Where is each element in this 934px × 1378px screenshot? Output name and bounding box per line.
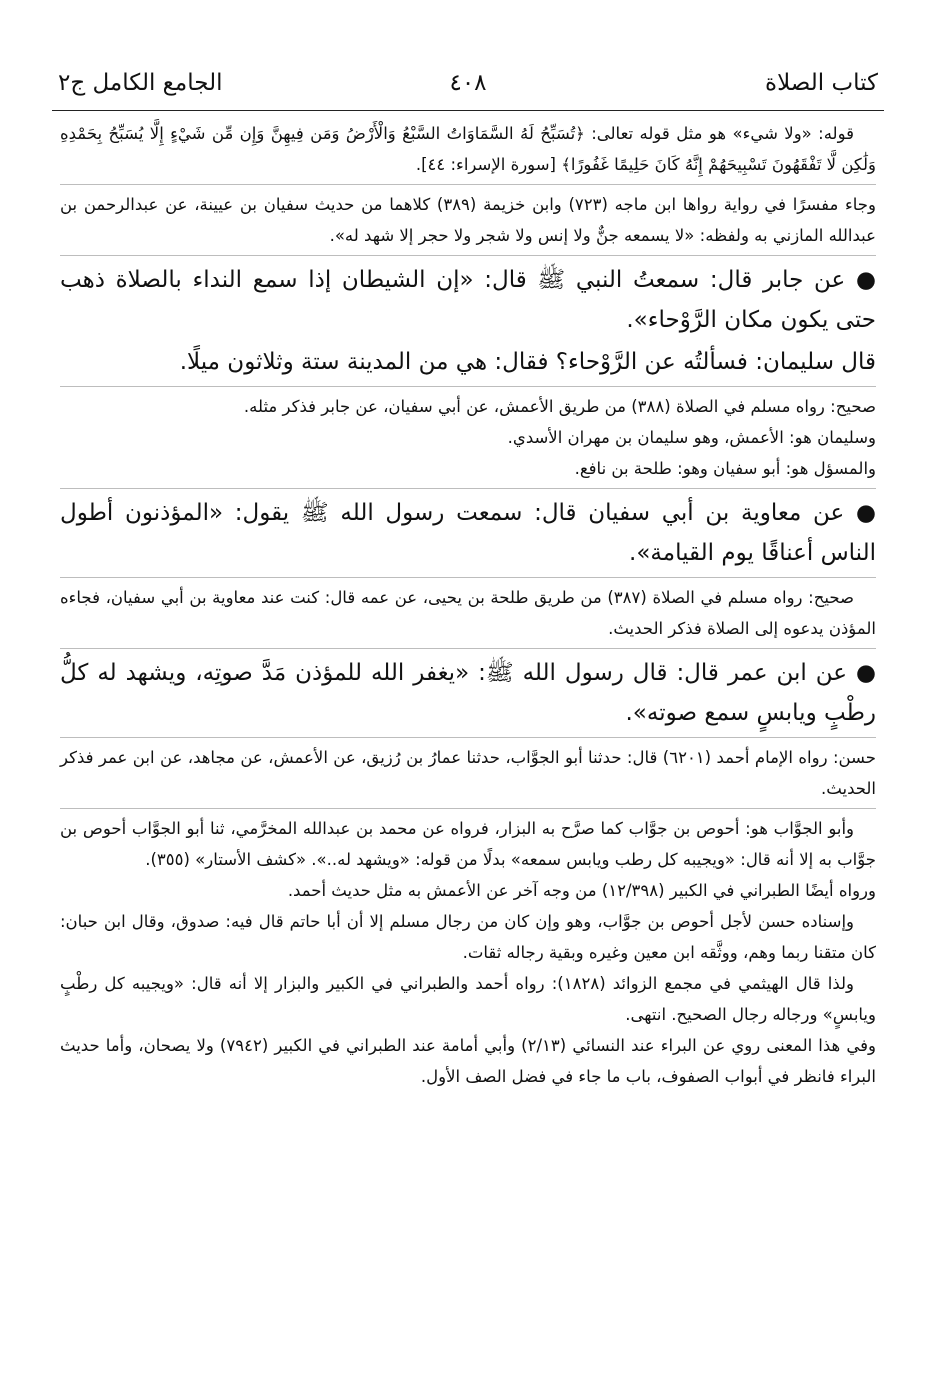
book-title: الجامع الكامل ج٢ bbox=[58, 70, 223, 96]
page-header bbox=[58, 70, 878, 110]
section-separator bbox=[60, 255, 876, 256]
commentary-paragraph: صحيح: رواه مسلم في الصلاة (٣٨٧) من طريق طلحة بن يحيى، عن عمه قال: كنت عند معاوية بن أبي سفيان، فجاءه المؤذن يدعوه إلى الصلاة فذكر الحديث. bbox=[60, 588, 876, 638]
commentary-paragraph: وفي هذا المعنى روي عن البراء عند النسائي (٢/١٣) وأبي أمامة عند الطبراني في الكبير (٧٩٤٢) ولا يصحان، وأما حديث البراء فانظر في أبواب الصفوف، باب ما جاء في فضل الصف الأول. bbox=[60, 1036, 876, 1086]
commentary-paragraph: وإسناده حسن لأجل أحوص بن جوَّاب، وهو وإن كان من رجال مسلم إلا أن أبا حاتم قال فيه: صدوق، وقال ابن حبان: كان متقنا ربما وهم، ووثَّقه ابن معين وغيره وبقية رجاله ثقات. bbox=[60, 912, 876, 962]
commentary-paragraph: قوله: «ولا شيء» هو مثل قوله تعالى: ﴿تُسَبِّحُ لَهُ السَّمَاوَاتُ السَّبْعُ وَالْأَرْضُ وَمَن فِيهِنَّ وَإِن مِّن شَيْءٍ إِلَّا يُسَبِّحُ بِحَمْدِهِ وَلَٰكِن لَّا تَفْقَهُونَ تَسْبِيحَهُمْ إِنَّهُ كَانَ حَلِيمًا غَفُورًا﴾ [سورة الإسراء: ٤٤]. bbox=[60, 124, 876, 174]
section-separator bbox=[60, 577, 876, 578]
chapter-title: كتاب الصلاة bbox=[765, 70, 878, 96]
commentary-paragraph: حسن: رواه الإمام أحمد (٦٢٠١) قال: حدثنا أبو الجوَّاب، حدثنا عمارُ بن رُزيق، عن الأعمش، عن مجاهد، عن ابن عمر فذكر الحديث. bbox=[60, 748, 876, 798]
section-separator bbox=[60, 648, 876, 649]
header-rule bbox=[52, 110, 884, 111]
commentary-paragraph: وجاء مفسرًا في رواية رواها ابن ماجه (٧٢٣) وابن خزيمة (٣٨٩) كلاهما من حديث سفيان بن عيينة، عن عبدالرحمن بن عبدالله المازني به ولفظه: «لا يسمعه جنٌّ ولا إنس ولا شجر ولا حجر إلا شهد له». bbox=[60, 195, 876, 245]
hadith-text: ● عن جابر قال: سمعتُ النبي ﷺ قال: «إن الشيطان إذا سمع النداء بالصلاة ذهب حتى يكون مكان الرَّوْحاء». bbox=[60, 267, 876, 333]
commentary-paragraph: وأبو الجوَّاب هو: أحوص بن جوَّاب كما صرَّح به البزار، فرواه عن محمد بن عبدالله المخرَّمي، ثنا أبو الجوَّاب أحوص بن جوَّاب به إلا أنه قال: «ويجيبه كل رطب ويابس سمعه» بدلًا من قوله: «ويشهد له..». «كشف الأستار» (٣٥٥). bbox=[60, 819, 876, 869]
section-separator bbox=[60, 737, 876, 738]
commentary-paragraph: وسليمان هو: الأعمش، وهو سليمان بن مهران الأسدي. bbox=[507, 428, 876, 447]
page-body bbox=[60, 118, 876, 1092]
hadith-text: ● عن ابن عمر قال: قال رسول الله ﷺ: «يغفر الله للمؤذن مَدَّ صوتِه، ويشهد له كلُّ رطْبٍ ويابسٍ سمع صوته». bbox=[60, 660, 876, 726]
hadith-text: قال سليمان: فسألتُه عن الرَّوْحاء؟ فقال: هي من المدينة ستة وثلاثون ميلًا. bbox=[179, 349, 876, 375]
commentary-paragraph: والمسؤل هو: أبو سفيان وهو: طلحة بن نافع. bbox=[574, 459, 876, 478]
commentary-paragraph: ورواه أيضًا الطبراني في الكبير (١٢/٣٩٨) من وجه آخر عن الأعمش به مثل حديث أحمد. bbox=[287, 881, 876, 900]
hadith-text: ● عن معاوية بن أبي سفيان قال: سمعت رسول الله ﷺ يقول: «المؤذنون أطول الناس أعناقًا يوم القيامة». bbox=[60, 500, 876, 566]
section-separator bbox=[60, 488, 876, 489]
section-separator bbox=[60, 808, 876, 809]
commentary-paragraph: صحيح: رواه مسلم في الصلاة (٣٨٨) من طريق الأعمش، عن أبي سفيان، عن جابر فذكر مثله. bbox=[243, 397, 876, 416]
page-number: ٤٠٨ bbox=[449, 70, 487, 96]
section-separator bbox=[60, 386, 876, 387]
commentary-paragraph: ولذا قال الهيثمي في مجمع الزوائد (١٨٢٨): رواه أحمد والطبراني في الكبير والبزار إلا أنه قال: «ويجيبه كل رطْبٍ ويابسٍ» ورجاله رجال الصحيح. انتهى. bbox=[60, 974, 876, 1024]
section-separator bbox=[60, 184, 876, 185]
